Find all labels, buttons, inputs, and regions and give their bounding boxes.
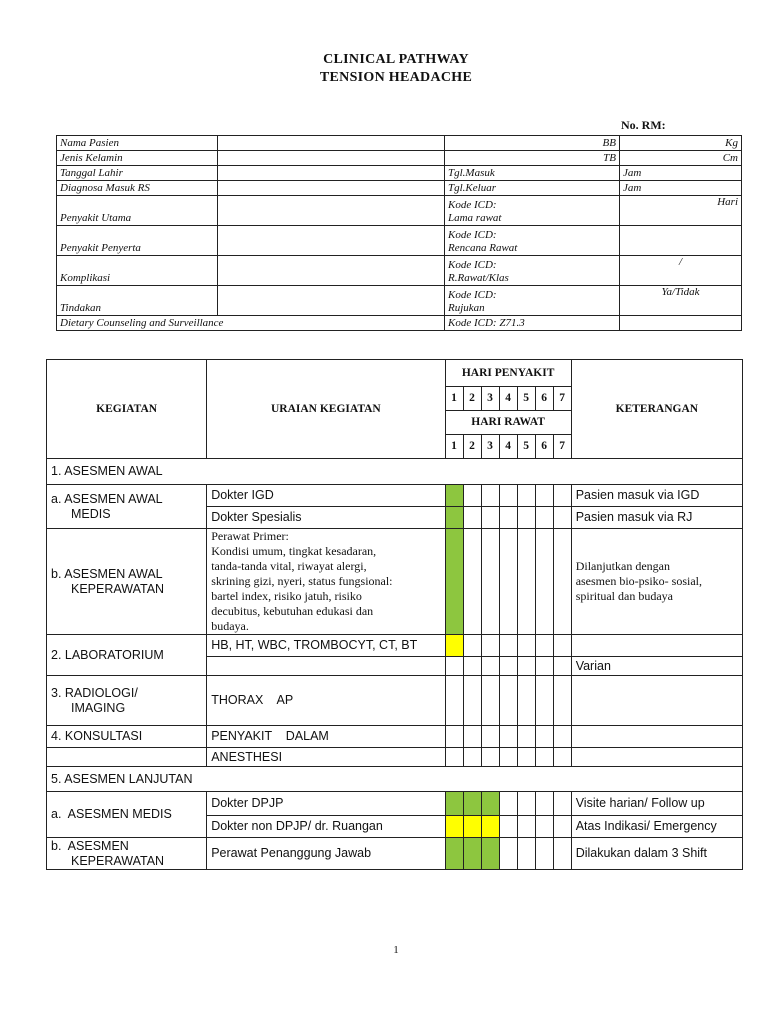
- day-cell[interactable]: [463, 507, 481, 529]
- patient-info-table: [56, 135, 742, 331]
- nama-pasien-label: Nama Pasien: [57, 136, 218, 151]
- bb-label: BB: [445, 136, 620, 151]
- uraian-lab: HB, HT, WBC, TROMBOCYT, CT, BT: [207, 635, 445, 657]
- text-line: tanda-tanda vital, riwayat alergi,: [211, 559, 367, 573]
- day-cell[interactable]: [481, 529, 499, 635]
- tanggal-lahir-value[interactable]: [218, 166, 445, 181]
- day-cell[interactable]: [517, 676, 535, 726]
- text-line: skrining gizi, nyeri, status fungsional:: [211, 574, 393, 588]
- nama-pasien-value[interactable]: [218, 136, 445, 151]
- day-cell[interactable]: [463, 748, 481, 767]
- hari-penyakit-day-6: 6: [535, 387, 553, 411]
- text-line: asesmen bio-psiko- sosial,: [575, 574, 703, 588]
- day-cell[interactable]: [499, 792, 517, 816]
- day-cell[interactable]: [517, 507, 535, 529]
- day-cell[interactable]: [535, 657, 553, 676]
- day-cell[interactable]: [499, 816, 517, 838]
- day-cell[interactable]: [481, 657, 499, 676]
- day-cell[interactable]: [463, 657, 481, 676]
- day-cell-filled[interactable]: [463, 816, 481, 838]
- day-cell-filled[interactable]: [463, 838, 481, 870]
- label-line: b. ASESMEN AWAL: [51, 566, 163, 581]
- cm-label: Cm: [620, 151, 742, 166]
- label-line: KEPERAWATAN: [71, 853, 165, 868]
- tgl-masuk-label: Tgl.Masuk: [445, 166, 620, 181]
- tanggal-lahir-label: Tanggal Lahir: [57, 166, 218, 181]
- day-cell[interactable]: [553, 676, 571, 726]
- hari-penyakit-day-4: 4: [499, 387, 517, 411]
- day-cell[interactable]: [535, 485, 553, 507]
- hari-rawat-day-7: 7: [553, 435, 571, 459]
- asesmen-keperawatan-lanjutan-label: [47, 838, 207, 870]
- day-cell[interactable]: [553, 816, 571, 838]
- day-cell[interactable]: [517, 792, 535, 816]
- day-cell[interactable]: [535, 635, 553, 657]
- hari-penyakit-day-3: 3: [481, 387, 499, 411]
- day-cell[interactable]: [553, 748, 571, 767]
- day-cell[interactable]: [553, 529, 571, 635]
- tb-label: TB: [445, 151, 620, 166]
- day-cell[interactable]: [463, 635, 481, 657]
- day-cell[interactable]: [481, 676, 499, 726]
- uraian-perawat-primer: [207, 529, 445, 635]
- day-cell[interactable]: [481, 726, 499, 748]
- day-cell-filled[interactable]: [481, 792, 499, 816]
- diagnosa-value[interactable]: [218, 181, 445, 196]
- jenis-kelamin-label: Jenis Kelamin: [57, 151, 218, 166]
- uraian-penyakit-dalam: PENYAKIT DALAM: [207, 726, 445, 748]
- hari-rawat-header: HARI RAWAT: [445, 411, 571, 435]
- keterangan-rj: Pasien masuk via RJ: [571, 507, 742, 529]
- day-cell[interactable]: [517, 838, 535, 870]
- label-line: MEDIS: [71, 506, 111, 521]
- uraian-dokter-dpjp: Dokter DPJP: [207, 792, 445, 816]
- asesmen-awal-medis-label: [47, 485, 207, 529]
- dietary-label: Dietary Counseling and Surveillance: [57, 316, 445, 331]
- day-cell[interactable]: [445, 726, 463, 748]
- text-line: Perawat Primer:: [211, 529, 289, 543]
- jam-masuk-label: Jam: [620, 166, 742, 181]
- day-cell[interactable]: [517, 529, 535, 635]
- uraian-thorax: THORAX AP: [207, 676, 445, 726]
- penyakit-penyerta-label: Penyakit Penyerta: [57, 226, 218, 256]
- hari-penyakit-day-5: 5: [517, 387, 535, 411]
- text-line: Dilanjutkan dengan: [575, 559, 670, 573]
- day-cell[interactable]: [553, 507, 571, 529]
- r-rawat-label: R.Rawat/Klas: [448, 272, 509, 284]
- day-cell[interactable]: [553, 485, 571, 507]
- tgl-keluar-label: Tgl.Keluar: [445, 181, 620, 196]
- day-cell[interactable]: [553, 635, 571, 657]
- dietary-value[interactable]: [620, 316, 742, 331]
- asesmen-awal-keperawatan-label: [47, 529, 207, 635]
- day-cell[interactable]: [535, 726, 553, 748]
- day-cell-filled[interactable]: [481, 838, 499, 870]
- rencana-rawat-label: Rencana Rawat: [448, 242, 518, 254]
- day-cell[interactable]: [517, 635, 535, 657]
- section-radiologi: [47, 676, 207, 726]
- hari-penyakit-day-1: 1: [445, 387, 463, 411]
- hari-rawat-day-4: 4: [499, 435, 517, 459]
- day-cell-filled[interactable]: [445, 816, 463, 838]
- day-cell[interactable]: [499, 676, 517, 726]
- keterangan-indikasi: Atas Indikasi/ Emergency: [571, 816, 742, 838]
- hari-penyakit-header: HARI PENYAKIT: [445, 360, 571, 387]
- day-cell-filled[interactable]: [445, 792, 463, 816]
- day-cell[interactable]: [535, 816, 553, 838]
- penyakit-penyerta-value[interactable]: [218, 226, 445, 256]
- jenis-kelamin-value[interactable]: [218, 151, 445, 166]
- day-cell[interactable]: [445, 748, 463, 767]
- day-cell-filled[interactable]: [445, 529, 463, 635]
- section-konsultasi: 4. KONSULTASI: [47, 726, 207, 748]
- penyakit-utama-value[interactable]: [218, 196, 445, 226]
- keterangan-keperawatan: [571, 529, 742, 635]
- keterangan-radiologi: [571, 676, 742, 726]
- day-cell[interactable]: [553, 657, 571, 676]
- tindakan-label: Tindakan: [57, 286, 218, 316]
- day-cell[interactable]: [553, 726, 571, 748]
- komplikasi-value[interactable]: [218, 256, 445, 286]
- day-cell[interactable]: [535, 529, 553, 635]
- text-line: spiritual dan budaya: [575, 589, 673, 603]
- kode-icd-label: Kode ICD:: [448, 259, 497, 271]
- konsultasi-extra: [47, 748, 207, 767]
- day-cell[interactable]: [463, 485, 481, 507]
- keterangan-igd: Pasien masuk via IGD: [571, 485, 742, 507]
- text-line: decubitus, kebutuhan edukasi dan: [211, 604, 374, 618]
- day-cell[interactable]: [517, 657, 535, 676]
- day-cell[interactable]: [535, 507, 553, 529]
- jam-keluar-label: Jam: [620, 181, 742, 196]
- kode-icd-komplikasi: [445, 256, 620, 286]
- label-line: KEPERAWATAN: [71, 581, 165, 596]
- keterangan-konsultasi: [571, 726, 742, 748]
- text-line: bartel index, risiko jatuh, risiko: [211, 589, 362, 603]
- kode-icd-tindakan: [445, 286, 620, 316]
- kode-icd-utama: [445, 196, 620, 226]
- day-cell[interactable]: [445, 676, 463, 726]
- day-cell[interactable]: [553, 838, 571, 870]
- label-line: b. ASESMEN: [51, 838, 129, 853]
- day-cell[interactable]: [535, 676, 553, 726]
- kode-icd-label: Kode ICD:: [448, 229, 497, 241]
- hari-rawat-day-5: 5: [517, 435, 535, 459]
- day-cell[interactable]: [499, 635, 517, 657]
- text-line: budaya.: [211, 619, 249, 633]
- uraian-dokter-non-dpjp: Dokter non DPJP/ dr. Ruangan: [207, 816, 445, 838]
- page-title: CLINICAL PATHWAY: [323, 52, 469, 67]
- day-cell[interactable]: [499, 726, 517, 748]
- hari-rawat-day-3: 3: [481, 435, 499, 459]
- uraian-perawat-pj: Perawat Penanggung Jawab: [207, 838, 445, 870]
- kode-icd-dietary: Kode ICD: Z71.3: [445, 316, 620, 331]
- day-cell[interactable]: [517, 485, 535, 507]
- day-cell[interactable]: [463, 529, 481, 635]
- day-cell[interactable]: [481, 635, 499, 657]
- day-cell[interactable]: [553, 792, 571, 816]
- section-laboratorium: 2. LABORATORIUM: [47, 635, 207, 676]
- hari-penyakit-day-7: 7: [553, 387, 571, 411]
- keterangan-lab: [571, 635, 742, 657]
- kg-label: Kg: [620, 136, 742, 151]
- tindakan-value[interactable]: [218, 286, 445, 316]
- day-cell[interactable]: [499, 507, 517, 529]
- day-cell[interactable]: [517, 726, 535, 748]
- uraian-dokter-igd: Dokter IGD: [207, 485, 445, 507]
- keterangan-anesthesi: [571, 748, 742, 767]
- hari-rawat-day-2: 2: [463, 435, 481, 459]
- hari-rawat-day-1: 1: [445, 435, 463, 459]
- hari-penyakit-day-2: 2: [463, 387, 481, 411]
- hari-label: Hari: [620, 196, 742, 226]
- page-number: 1: [393, 944, 399, 956]
- day-cell-filled[interactable]: [445, 838, 463, 870]
- kegiatan-header: KEGIATAN: [47, 360, 207, 459]
- day-cell[interactable]: [535, 792, 553, 816]
- r-rawat-slash: /: [620, 256, 742, 286]
- day-cell[interactable]: [535, 748, 553, 767]
- kode-icd-label: Kode ICD:: [448, 289, 497, 301]
- penyakit-utama-label: Penyakit Utama: [57, 196, 218, 226]
- text-line: Kondisi umum, tingkat kesadaran,: [211, 544, 377, 558]
- label-line: IMAGING: [71, 700, 126, 715]
- day-cell[interactable]: [463, 726, 481, 748]
- day-cell[interactable]: [481, 485, 499, 507]
- day-cell-filled[interactable]: [481, 816, 499, 838]
- day-cell-filled[interactable]: [463, 792, 481, 816]
- page-subtitle: TENSION HEADACHE: [319, 70, 473, 85]
- day-cell-filled[interactable]: [445, 635, 463, 657]
- komplikasi-label: Komplikasi: [57, 256, 218, 286]
- day-cell[interactable]: [517, 748, 535, 767]
- diagnosa-label: Diagnosa Masuk RS: [57, 181, 218, 196]
- day-cell-filled[interactable]: [445, 507, 463, 529]
- kode-icd-penyerta: [445, 226, 620, 256]
- day-cell[interactable]: [445, 657, 463, 676]
- ya-tidak-label: Ya/Tidak: [620, 286, 742, 316]
- keterangan-header: KETERANGAN: [571, 360, 742, 459]
- uraian-header: URAIAN KEGIATAN: [207, 360, 445, 459]
- keterangan-visite: Visite harian/ Follow up: [571, 792, 742, 816]
- day-cell[interactable]: [481, 748, 499, 767]
- day-cell[interactable]: [517, 816, 535, 838]
- label-line: a. ASESMEN AWAL: [51, 491, 163, 506]
- day-cell[interactable]: [499, 657, 517, 676]
- rujukan-label: Rujukan: [448, 302, 485, 314]
- keterangan-shift: Dilakukan dalam 3 Shift: [571, 838, 742, 870]
- hari-rawat-day-6: 6: [535, 435, 553, 459]
- day-cell[interactable]: [535, 838, 553, 870]
- pathway-table: [46, 359, 743, 870]
- day-cell[interactable]: [499, 748, 517, 767]
- no-rm-label: No. RM:: [621, 118, 666, 132]
- day-cell[interactable]: [481, 507, 499, 529]
- keterangan-varian: Varian: [571, 657, 742, 676]
- uraian-dokter-spesialis: Dokter Spesialis: [207, 507, 445, 529]
- kode-icd-label: Kode ICD:: [448, 199, 497, 211]
- day-cell[interactable]: [463, 676, 481, 726]
- day-cell-filled[interactable]: [445, 485, 463, 507]
- section-asesmen-lanjutan: 5. ASESMEN LANJUTAN: [47, 767, 743, 792]
- day-cell[interactable]: [499, 485, 517, 507]
- day-cell[interactable]: [499, 529, 517, 635]
- section-asesmen-awal: 1. ASESMEN AWAL: [47, 459, 743, 485]
- asesmen-medis-label: a. ASESMEN MEDIS: [47, 792, 207, 838]
- day-cell[interactable]: [499, 838, 517, 870]
- uraian-anesthesi: ANESTHESI: [207, 748, 445, 767]
- lama-rawat-label: Lama rawat: [448, 212, 502, 224]
- rencana-rawat-value[interactable]: [620, 226, 742, 256]
- uraian-lab-extra: [207, 657, 445, 676]
- label-line: 3. RADIOLOGI/: [51, 685, 138, 700]
